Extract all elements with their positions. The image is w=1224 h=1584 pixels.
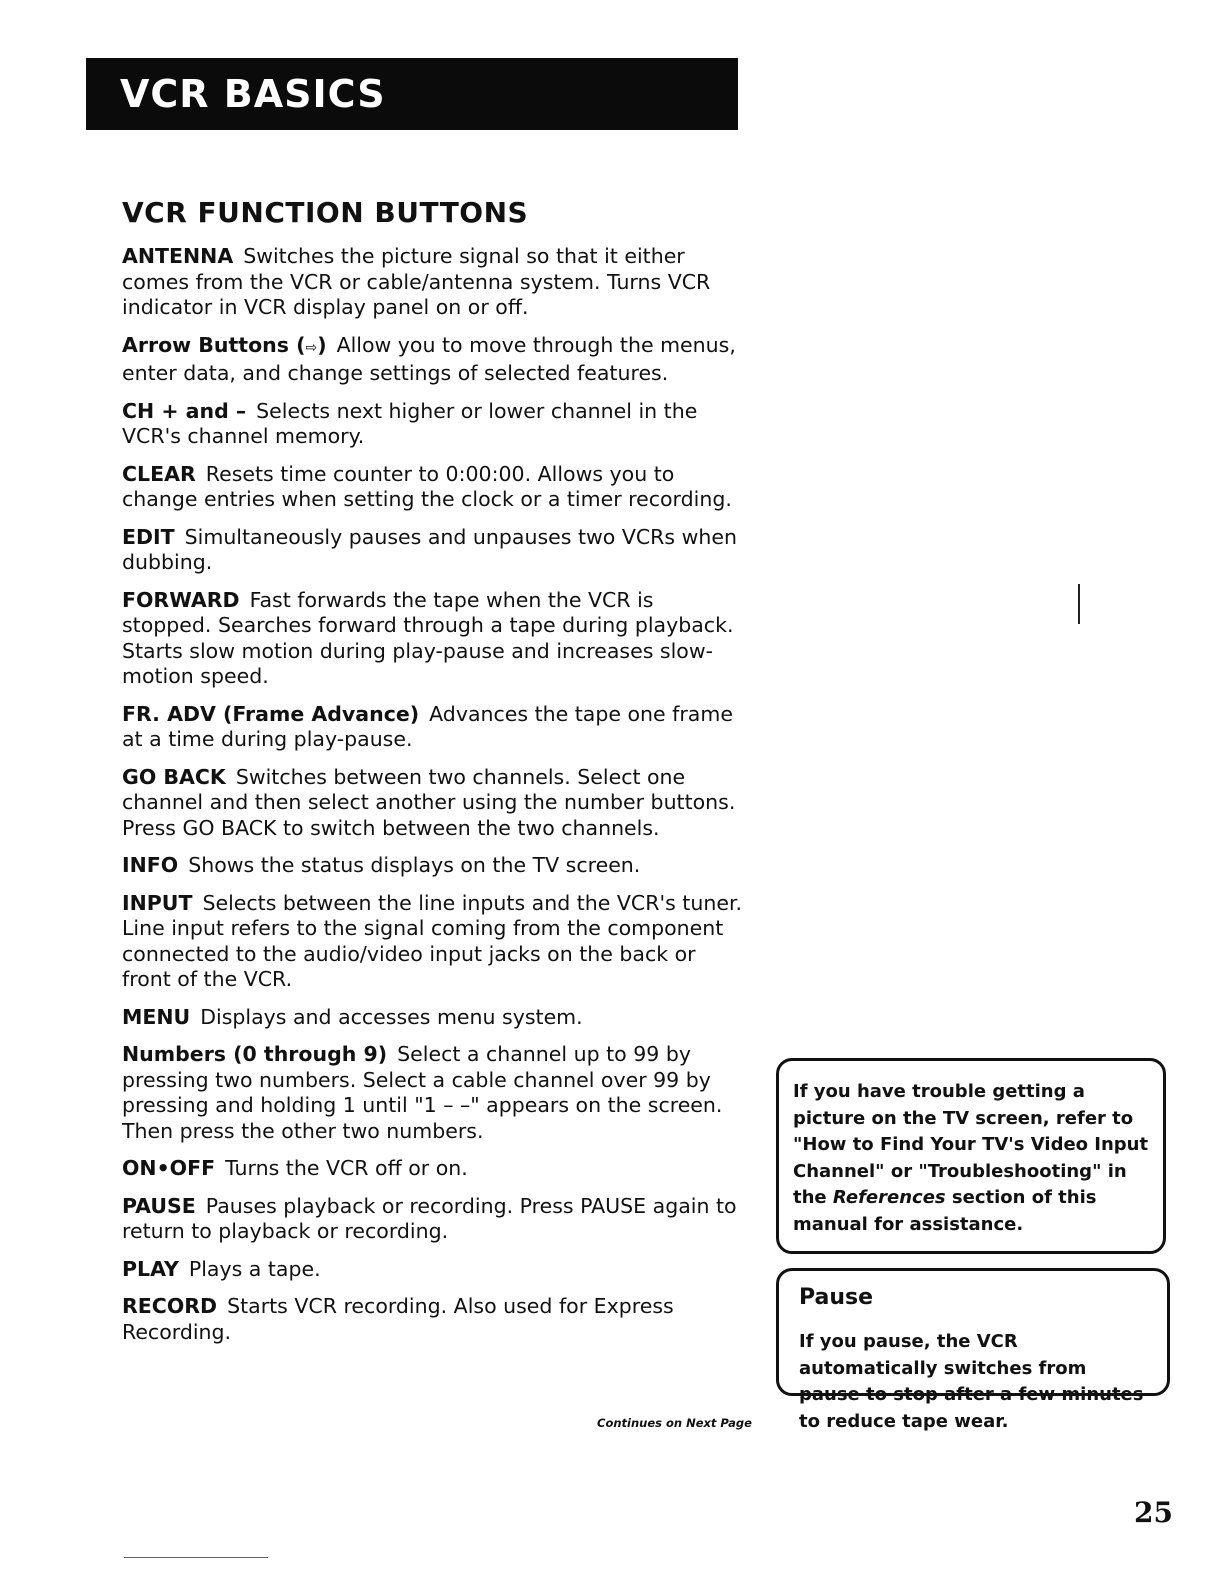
term: CLEAR <box>122 461 196 486</box>
term-start: Arrow Buttons ( <box>122 332 306 357</box>
term: GO BACK <box>122 764 226 789</box>
description: Selects next higher or lower channel in the VCR's channel memory. <box>122 398 698 448</box>
entry-record <box>122 1294 746 1345</box>
description: Allow you to move through the menus, enter data, and change settings of selected features. <box>122 332 736 385</box>
entry-clear <box>122 462 746 513</box>
term-end: ) <box>317 332 327 357</box>
entry-pause <box>122 1194 746 1245</box>
description: Plays a tape. <box>188 1256 321 1281</box>
description: Turns the VCR off or on. <box>225 1156 468 1180</box>
entry-on-off <box>122 1156 746 1182</box>
scan-mark <box>1078 584 1080 624</box>
note-references: References <box>832 1187 946 1208</box>
header-bar <box>86 58 738 130</box>
term: PLAY <box>122 1256 179 1281</box>
entry-info <box>122 853 746 879</box>
header-title: VCR BASICS <box>120 72 386 116</box>
description: Switches the picture signal so that it either comes from the VCR or cable/antenna system. Turns VCR indicator in VCR display panel on or off. <box>122 244 711 319</box>
description: Pauses playback or recording. Press PAUSE again to return to playback or recording. <box>122 1193 737 1243</box>
section-title: VCR FUNCTION BUTTONS <box>122 196 529 229</box>
entry-menu <box>122 1005 746 1031</box>
description: Advances the tape one frame at a time during play-pause. <box>122 701 733 751</box>
pause-note <box>776 1268 1170 1432</box>
description: Shows the status displays on the TV screen. <box>188 853 641 877</box>
description: Switches between two channels. Select one channel and then select another using the number buttons. Press GO BACK to switch between the two channels. <box>122 764 736 840</box>
term: RECORD <box>122 1294 218 1318</box>
description: Displays and accesses menu system. <box>200 1004 583 1029</box>
entry-antenna <box>122 244 746 321</box>
description: Fast forwards the tape when the VCR is stopped. Searches forward through a tape during playback. Starts slow motion during play-pause and increases slow-motion speed. <box>122 587 734 688</box>
description: Simultaneously pauses and unpauses two VCRs when dubbing. <box>122 524 737 574</box>
description: Resets time counter to 0:00:00. Allows you to change entries when setting the clock or a timer recording. <box>122 461 732 511</box>
pause-text: If you pause, the VCR automatically switches from pause to stop after a few minutes to reduce tape wear. <box>799 1331 1144 1432</box>
entry-arrow-buttons <box>122 333 746 387</box>
note-text-before: If you have trouble getting a picture on the TV screen, refer to "How to Find Your TV's Video Input Channel" or "Troubleshooting" in the <box>793 1081 1149 1208</box>
description: Starts VCR recording. Also used for Express Recording. <box>122 1294 674 1344</box>
entry-play <box>122 1257 746 1283</box>
entry-input <box>122 891 746 993</box>
pause-title: Pause <box>799 1285 874 1310</box>
term: PAUSE <box>122 1193 196 1218</box>
entry-frame-advance <box>122 702 746 753</box>
entry-go-back <box>122 765 746 842</box>
term: ON•OFF <box>122 1156 216 1180</box>
term: EDIT <box>122 524 175 549</box>
button-descriptions <box>122 244 746 1357</box>
term: INPUT <box>122 890 193 915</box>
troubleshooting-note <box>776 1058 1166 1254</box>
bottom-rule <box>124 1557 268 1558</box>
term <box>122 333 327 357</box>
term: FR. ADV (Frame Advance) <box>122 701 420 726</box>
note-text-after: section of this manual for assistance. <box>793 1187 1097 1235</box>
entry-channel <box>122 399 746 450</box>
description: Select a channel up to 99 by pressing two numbers. Select a cable channel over 99 by pressing and holding 1 until "1 – –" appears on the screen. Then press the other two numbers. <box>122 1042 723 1143</box>
entry-numbers <box>122 1042 746 1144</box>
term: MENU <box>122 1004 191 1029</box>
entry-edit <box>122 525 746 576</box>
term: INFO <box>122 853 179 877</box>
term: Numbers (0 through 9) <box>122 1042 388 1066</box>
description: Selects between the line inputs and the VCR's tuner. Line input refers to the signal coming from the component connected to the audio/video input jacks on the back or front of the VCR. <box>122 890 743 991</box>
note-text <box>793 1079 1155 1238</box>
arrow-icon: ⇨ <box>305 339 318 356</box>
page-number: 25 <box>1134 1496 1173 1529</box>
continues-note: Continues on Next Page <box>597 1416 752 1430</box>
term: ANTENNA <box>122 244 234 268</box>
entry-forward <box>122 588 746 690</box>
term: CH + and – <box>122 398 247 423</box>
term: FORWARD <box>122 587 240 612</box>
